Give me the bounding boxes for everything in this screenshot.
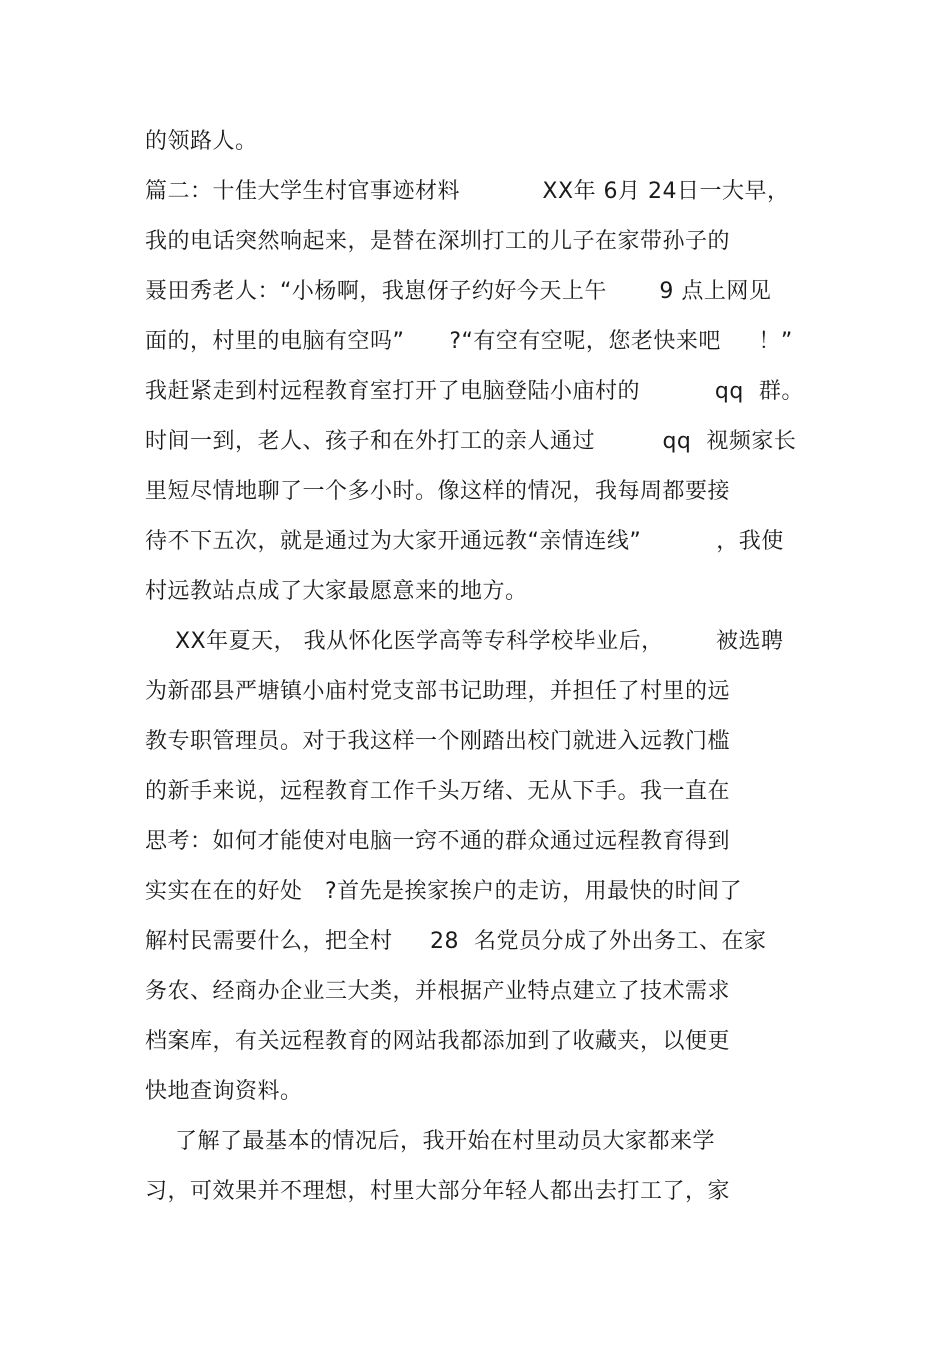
text-line: 时间一到，老人、孩子和在外打工的亲人通过 qq 视频家长 [145, 429, 797, 454]
text-line: 为新邵县严塘镇小庙村党支部书记助理，并担任了村里的远 [145, 679, 731, 704]
text-line: 快地查询资料。 [145, 1079, 303, 1104]
text-line: 聂田秀老人：“小杨啊，我崽伢子约好今天上午 9 点上网见 [145, 279, 772, 304]
text-line: 待不下五次，就是通过为大家开通远教“亲情连线” ，我使 [145, 529, 784, 554]
text-line: 的领路人。 [145, 129, 258, 154]
text-line: 实实在在的好处 ?首先是挨家挨户的走访，用最快的时间了 [145, 879, 743, 904]
text-line: 了解了最基本的情况后，我开始在村里动员大家都来学 [145, 1129, 715, 1154]
text-line: 的新手来说，远程教育工作千头万绪、无从下手。我一直在 [145, 779, 731, 804]
text-line: 篇二：十佳大学生村官事迹材料 XX年 6月 24日一大早， [145, 179, 790, 204]
text-line: XX年夏天， 我从怀化医学高等专科学校毕业后， 被选聘 [145, 629, 784, 654]
text-line: 解村民需要什么，把全村 28 名党员分成了外出务工、在家 [145, 929, 767, 954]
text-line: 教专职管理员。对于我这样一个刚踏出校门就进入远教门槛 [145, 729, 731, 754]
text-line: 面的，村里的电脑有空吗” ?“有空有空呢，您老快来吧 ！” [145, 329, 793, 354]
text-line: 里短尽情地聊了一个多小时。像这样的情况，我每周都要接 [145, 479, 731, 504]
text-line: 村远教站点成了大家最愿意来的地方。 [145, 579, 528, 604]
text-line: 我赶紧走到村远程教育室打开了电脑登陆小庙村的 qq 群。 [145, 379, 804, 404]
text-line: 我的电话突然响起来，是替在深圳打工的儿子在家带孙子的 [145, 229, 731, 254]
text-line: 思考：如何才能使对电脑一窍不通的群众通过远程教育得到 [145, 829, 731, 854]
text-line: 务农、经商办企业三大类，并根据产业特点建立了技术需求 [145, 979, 731, 1004]
text-line: 习，可效果并不理想，村里大部分年轻人都出去打工了，家 [145, 1179, 731, 1204]
text-line: 档案库，有关远程教育的网站我都添加到了收藏夹，以便更 [145, 1029, 731, 1054]
